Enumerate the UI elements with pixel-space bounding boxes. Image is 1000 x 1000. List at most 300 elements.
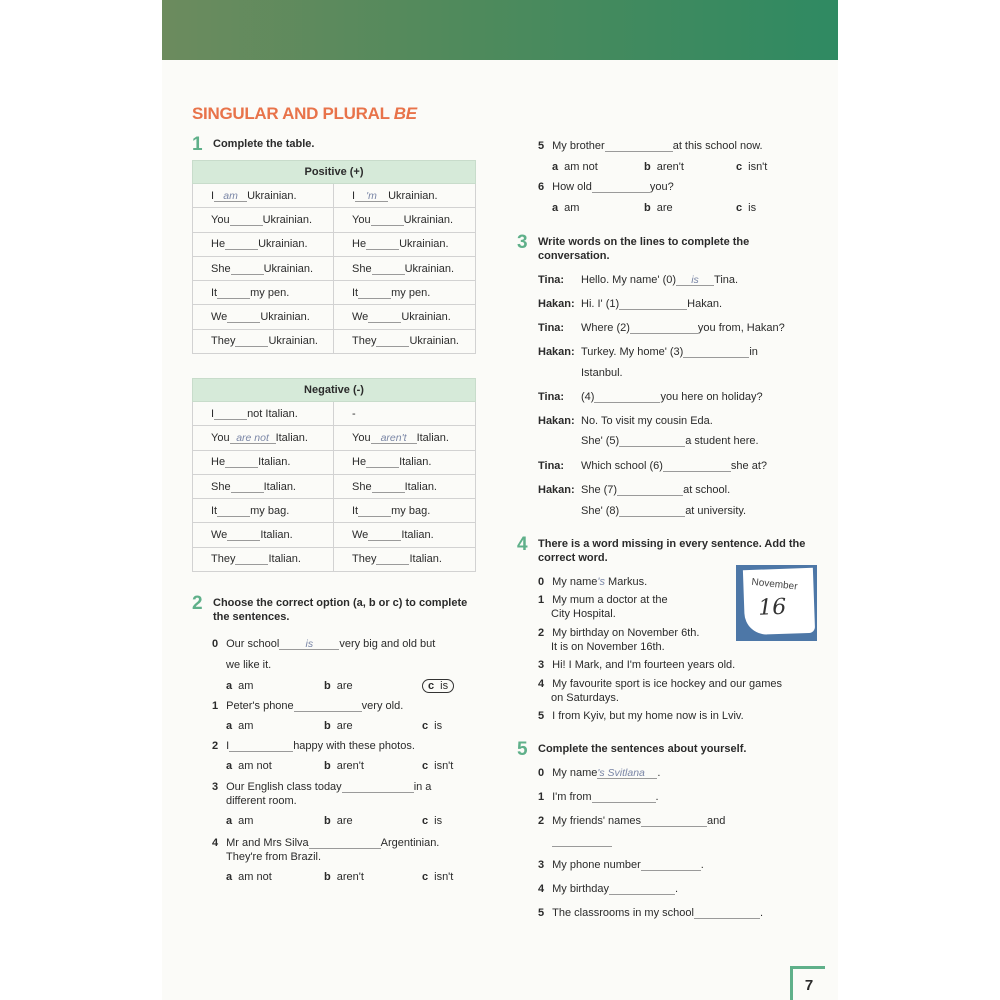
option-c[interactable]: [422, 815, 482, 827]
option-b[interactable]: [644, 161, 736, 173]
answer-blank[interactable]: [694, 907, 760, 919]
subject: He: [352, 238, 367, 251]
option-c[interactable]: [736, 161, 796, 173]
line-row: [226, 720, 482, 732]
complement: Ukrainian.: [401, 311, 451, 324]
positive-row: [193, 232, 476, 256]
dialogue-text: in: [749, 346, 758, 358]
item-number: 3: [212, 781, 219, 793]
circled-answer: [422, 679, 454, 693]
line-row: [551, 641, 665, 653]
sentence-text: .: [657, 767, 661, 779]
option-c[interactable]: [422, 679, 482, 693]
positive-cell: [334, 232, 476, 256]
answer-blank[interactable]: [309, 837, 381, 849]
exercise-3-number: 3: [517, 232, 528, 253]
sentence-text: My birthday on November 6th.: [552, 627, 700, 639]
positive-cell: [193, 256, 334, 280]
line-row: [226, 871, 482, 883]
sentence-text: My friends' names: [552, 815, 642, 827]
complement: Italian.: [401, 529, 434, 542]
verb-blank[interactable]: [358, 287, 391, 299]
exercise-1-instruction: Complete the table.: [213, 138, 315, 150]
verb-blank[interactable]: [214, 408, 247, 420]
subject: It: [211, 504, 218, 517]
exercise-3-instruction: Write words on the lines to complete the conversation.: [538, 236, 750, 262]
complement: not Italian.: [247, 407, 298, 420]
line-row: [226, 760, 482, 772]
dialogue-text: Istanbul.: [581, 367, 623, 379]
sentence-text: Markus.: [604, 576, 648, 588]
complement: my pen.: [391, 286, 431, 299]
sentence-text: My birthday: [552, 883, 609, 895]
item-text: at this school now.: [672, 140, 763, 152]
subject: He: [211, 238, 226, 251]
line-row: [538, 659, 735, 671]
item-text: Our English class today: [226, 781, 342, 793]
subject: He: [211, 456, 226, 469]
option-text: are: [336, 720, 353, 732]
verb-blank[interactable]: [376, 335, 409, 347]
sentence-text: I from Kyiv, but my home now is in Lviv.: [552, 710, 744, 722]
option-b[interactable]: [324, 871, 422, 883]
answer-blank[interactable]: [630, 322, 698, 334]
answer-blank[interactable]: [592, 181, 650, 193]
exercise-4-number: 4: [517, 534, 528, 555]
complement: Italian.: [409, 553, 442, 566]
line-row: [538, 815, 725, 827]
positive-cell: [193, 184, 334, 208]
item-number: 3: [538, 659, 545, 671]
verb-blank[interactable]: [225, 456, 258, 468]
line-row: [581, 435, 759, 447]
line-row: [581, 391, 763, 403]
answer-blank[interactable]: [641, 815, 707, 827]
option-letter: c: [422, 760, 429, 772]
item-number: 0: [538, 767, 545, 779]
negative-header: Negative (-): [193, 379, 476, 402]
dialogue-text: you from, Hakan?: [697, 322, 785, 334]
verb-blank[interactable]: [358, 505, 391, 517]
option-letter: c: [422, 815, 429, 827]
dialogue-text: she at?: [730, 460, 768, 472]
sentence-text: My favourite sport is ice hockey and our games: [552, 678, 783, 690]
verb-blank[interactable]: [368, 529, 401, 541]
complement: my pen.: [250, 286, 290, 299]
line-row: [538, 767, 660, 779]
speaker: Hakan:: [538, 346, 575, 358]
positive-row: [193, 305, 476, 329]
option-text: am: [238, 720, 254, 732]
positive-cell: [193, 305, 334, 329]
calendar-page: [743, 568, 815, 635]
line-row: [226, 851, 321, 863]
answer-blank[interactable]: [605, 140, 673, 152]
complement: Italian.: [263, 480, 296, 493]
option-c[interactable]: [422, 760, 482, 772]
verb-blank[interactable]: are not: [230, 432, 276, 444]
subject: We: [211, 311, 228, 324]
verb-blank[interactable]: aren't: [371, 432, 417, 444]
option-letter: b: [324, 871, 331, 883]
item-number: 3: [538, 859, 545, 871]
verb-blank[interactable]: [217, 287, 250, 299]
exercise-2-instruction: Choose the correct option (a, b or c) to complete the sentences.: [213, 597, 468, 623]
dialogue-text: you here on holiday?: [660, 391, 763, 403]
page-number: 7: [790, 966, 825, 1000]
answer-blank[interactable]: [619, 435, 685, 447]
line-row: [581, 505, 746, 517]
answer-blank[interactable]: [229, 740, 293, 752]
negative-cell: [193, 499, 334, 523]
dialogue-text: Tina.: [714, 274, 739, 286]
line-row: [226, 815, 482, 827]
positive-row: [193, 256, 476, 280]
complement: Ukrainian.: [403, 213, 454, 226]
item-number: 5: [538, 907, 545, 919]
subject: He: [352, 456, 367, 469]
subject: She: [211, 262, 231, 275]
complement: Ukrainian.: [404, 262, 455, 275]
option-text: is: [434, 720, 443, 732]
complement: Ukrainian.: [258, 238, 308, 251]
answer-blank[interactable]: [294, 700, 362, 712]
item-text: My brother: [552, 140, 605, 152]
complement: Ukrainian.: [263, 262, 314, 275]
line-row: [581, 460, 767, 472]
sentence-text: My mum a doctor at the: [552, 594, 668, 606]
sentence-text: .: [759, 907, 764, 919]
subject: It: [211, 286, 218, 299]
subject: You: [352, 431, 371, 444]
speaker: Tina:: [538, 460, 565, 472]
negative-row: [193, 547, 476, 571]
positive-cell: [334, 208, 476, 232]
line-row: [581, 322, 785, 334]
item-text: Mr and Mrs Silva: [226, 837, 309, 849]
positive-cell: [193, 281, 334, 305]
item-text: Our school: [226, 638, 280, 650]
negative-cell: [193, 426, 334, 450]
item-text-cont: different room.: [226, 795, 297, 807]
item-number: 2: [212, 740, 219, 752]
verb-blank[interactable]: [371, 214, 404, 226]
inserted-word: 's: [597, 576, 605, 588]
item-text: happy with these photos.: [293, 740, 415, 752]
option-b[interactable]: [324, 815, 422, 827]
positive-cell: [334, 184, 476, 208]
option-text: am not: [238, 760, 272, 772]
verb-blank[interactable]: [230, 214, 263, 226]
positive-table: [192, 160, 476, 354]
line-row: [212, 700, 403, 712]
option-text: am: [564, 202, 580, 214]
option-b[interactable]: [324, 720, 422, 732]
option-letter: a: [226, 871, 233, 883]
item-text-cont: we like it.: [226, 659, 272, 671]
option-b[interactable]: [324, 680, 422, 692]
answer-blank[interactable]: [663, 460, 731, 472]
line-row: [552, 835, 612, 847]
line-row: [538, 883, 678, 895]
negative-cell: [334, 523, 476, 547]
dialogue-text: Hi. I' (1): [581, 298, 620, 310]
option-letter: a: [226, 720, 233, 732]
answer-blank[interactable]: [342, 781, 414, 793]
answer-blank[interactable]: is: [676, 274, 714, 286]
option-letter: b: [324, 760, 331, 772]
dialogue-text: Which school (6): [581, 460, 663, 472]
negative-cell: [193, 474, 334, 498]
line-row: [581, 484, 730, 496]
sentence-text: .: [674, 883, 679, 895]
answer-blank[interactable]: [683, 346, 749, 358]
option-b[interactable]: [324, 760, 422, 772]
option-a[interactable]: [226, 815, 324, 827]
verb-blank[interactable]: [376, 553, 409, 565]
answer-blank[interactable]: [619, 505, 685, 517]
option-text: is: [434, 815, 443, 827]
verb-blank[interactable]: [368, 311, 401, 323]
item-number: 0: [538, 576, 545, 588]
subject: They: [352, 553, 377, 566]
subject: They: [211, 335, 236, 348]
line-row: [226, 679, 482, 693]
option-text: aren't: [336, 871, 364, 883]
subject: I: [211, 407, 215, 420]
calendar-day: 16: [757, 594, 787, 621]
complement: Ukrainian.: [409, 335, 459, 348]
complement: my bag.: [250, 504, 290, 517]
option-a[interactable]: [226, 680, 324, 692]
dialogue-text: (4): [581, 391, 595, 403]
answer-blank[interactable]: [609, 883, 675, 895]
line-row: [226, 795, 297, 807]
verb-blank[interactable]: [225, 238, 258, 250]
item-text: Argentinian.: [380, 837, 440, 849]
item-number: 5: [538, 710, 545, 722]
answer-blank[interactable]: [641, 859, 701, 871]
negative-cell: [193, 402, 334, 426]
complement: Italian.: [275, 431, 308, 444]
subject: I: [211, 189, 215, 202]
item-number: 6: [538, 181, 545, 193]
item-number: 2: [538, 627, 545, 639]
sentence-text: Hi! I Mark, and I'm fourteen years old.: [552, 659, 736, 671]
subject: You: [352, 213, 371, 226]
complement: Italian.: [268, 553, 301, 566]
dialogue-text: Where (2): [581, 322, 630, 334]
answer-blank[interactable]: is: [279, 638, 339, 650]
line-row: [538, 907, 763, 919]
option-letter: c: [422, 720, 429, 732]
item-number: 0: [212, 638, 219, 650]
answer-blank[interactable]: [592, 791, 656, 803]
subject: She: [211, 480, 231, 493]
verb-blank[interactable]: 'm: [355, 190, 388, 202]
answer-blank[interactable]: [594, 391, 660, 403]
complement: Ukrainian.: [247, 189, 297, 202]
option-c[interactable]: [736, 202, 796, 214]
negative-row: [193, 450, 476, 474]
exercise-4-instruction: There is a word missing in every sentence. Add the correct word.: [538, 538, 806, 564]
dialogue-text: at university.: [685, 505, 747, 517]
complement: my bag.: [391, 504, 431, 517]
option-text: am: [238, 815, 254, 827]
complement: Italian.: [399, 456, 432, 469]
verb-blank[interactable]: [366, 456, 399, 468]
line-row: [212, 638, 435, 650]
item-text: How old: [552, 181, 592, 193]
sentence-text: My name: [552, 767, 598, 779]
item-text: I: [226, 740, 230, 752]
line-row: [538, 181, 674, 193]
verb-blank[interactable]: [227, 311, 260, 323]
verb-blank[interactable]: [372, 263, 405, 275]
option-letter: b: [644, 161, 651, 173]
sentence-text-cont: City Hospital.: [551, 608, 616, 620]
verb-blank[interactable]: [235, 553, 268, 565]
sentence-text: .: [700, 859, 704, 871]
item-text: very old.: [361, 700, 404, 712]
speaker: Hakan:: [538, 415, 575, 427]
positive-cell: [334, 281, 476, 305]
option-letter: a: [226, 680, 233, 692]
answer-blank[interactable]: [619, 298, 687, 310]
option-text: aren't: [656, 161, 684, 173]
dialogue-text: Hello. My name' (0): [581, 274, 677, 286]
calendar-picture: [736, 565, 817, 641]
speaker: Tina:: [538, 322, 565, 334]
item-number: 5: [538, 140, 545, 152]
negative-row: [193, 402, 476, 426]
item-number: 1: [538, 594, 545, 606]
negative-row: [193, 523, 476, 547]
option-a[interactable]: [226, 760, 324, 772]
option-letter: c: [736, 202, 743, 214]
verb-blank[interactable]: [227, 529, 260, 541]
exercise-1-number: 1: [192, 134, 203, 155]
line-row: [538, 627, 699, 639]
sentence-text: I'm from: [552, 791, 592, 803]
exercise-2-number: 2: [192, 593, 203, 614]
subject: They: [352, 335, 377, 348]
line-row: [538, 576, 647, 588]
option-text: am not: [238, 871, 272, 883]
negative-cell: [334, 402, 476, 426]
negative-cell: [193, 450, 334, 474]
sentence-text: My name: [552, 576, 598, 588]
line-row: [212, 740, 415, 752]
line-row: [538, 594, 668, 606]
speaker: Hakan:: [538, 298, 575, 310]
answer-blank[interactable]: 's Svitlana: [597, 767, 657, 779]
item-number: 2: [538, 815, 545, 827]
workbook-page: [162, 0, 838, 1000]
sentence-text: and: [707, 815, 726, 827]
subject: It: [352, 286, 359, 299]
option-c[interactable]: [422, 871, 482, 883]
negative-cell: [334, 450, 476, 474]
complement: Ukrainian.: [260, 311, 310, 324]
positive-cell: [193, 329, 334, 353]
line-row: [551, 608, 616, 620]
positive-row: [193, 329, 476, 353]
option-letter: b: [324, 720, 331, 732]
item-text-cont: They're from Brazil.: [226, 851, 322, 863]
answer-blank[interactable]: [617, 484, 683, 496]
positive-header: Positive (+): [193, 161, 476, 184]
exercise-5-number: 5: [517, 739, 528, 760]
option-c[interactable]: [422, 720, 482, 732]
verb-blank[interactable]: [366, 238, 399, 250]
option-letter: b: [644, 202, 651, 214]
option-text: aren't: [336, 760, 364, 772]
complement: Ukrainian.: [262, 213, 313, 226]
complement: Ukrainian.: [399, 238, 449, 251]
negative-cell: [334, 499, 476, 523]
complement: Italian.: [404, 480, 437, 493]
option-text: is: [748, 202, 757, 214]
line-row: [212, 837, 439, 849]
line-row: [212, 781, 431, 793]
option-a[interactable]: [226, 720, 324, 732]
complement: Italian.: [260, 529, 293, 542]
complement: Italian.: [416, 431, 449, 444]
line-row: [581, 346, 758, 358]
complement: Ukrainian.: [268, 335, 318, 348]
option-a[interactable]: [552, 202, 644, 214]
option-letter: a: [226, 815, 233, 827]
verb-blank[interactable]: am: [214, 190, 247, 202]
line-row: [552, 161, 796, 173]
dialogue-text: No. To visit my cousin Eda.: [581, 415, 713, 427]
item-text: you?: [649, 181, 674, 193]
negative-cell: [193, 523, 334, 547]
line-row: [538, 859, 704, 871]
dialogue-text: at school.: [683, 484, 731, 496]
page-title: SINGULAR AND PLURAL BE: [192, 104, 417, 123]
line-row: [538, 140, 763, 152]
verb-blank[interactable]: [217, 505, 250, 517]
complement: Ukrainian.: [388, 189, 438, 202]
option-a[interactable]: [226, 871, 324, 883]
item-number: 4: [538, 883, 545, 895]
verb-blank[interactable]: [231, 263, 264, 275]
dialogue-text: She' (5): [581, 435, 620, 447]
item-number: 1: [538, 791, 545, 803]
positive-cell: [334, 329, 476, 353]
speaker: Tina:: [538, 391, 565, 403]
answer-blank[interactable]: [552, 835, 612, 847]
option-letter: c: [422, 871, 429, 883]
subject: She: [352, 262, 372, 275]
dash-mark: -: [352, 407, 356, 420]
option-text: are: [336, 815, 353, 827]
option-letter: c: [736, 161, 743, 173]
verb-blank[interactable]: [235, 335, 268, 347]
option-a[interactable]: [552, 161, 644, 173]
sentence-text: .: [655, 791, 659, 803]
sentence-text-cont: It is on November 16th.: [551, 641, 665, 653]
verb-blank[interactable]: [372, 481, 405, 493]
line-row: [538, 710, 744, 722]
line-row: [552, 202, 796, 214]
positive-row: [193, 281, 476, 305]
verb-blank[interactable]: [231, 481, 264, 493]
option-b[interactable]: [644, 202, 736, 214]
negative-row: [193, 426, 476, 450]
